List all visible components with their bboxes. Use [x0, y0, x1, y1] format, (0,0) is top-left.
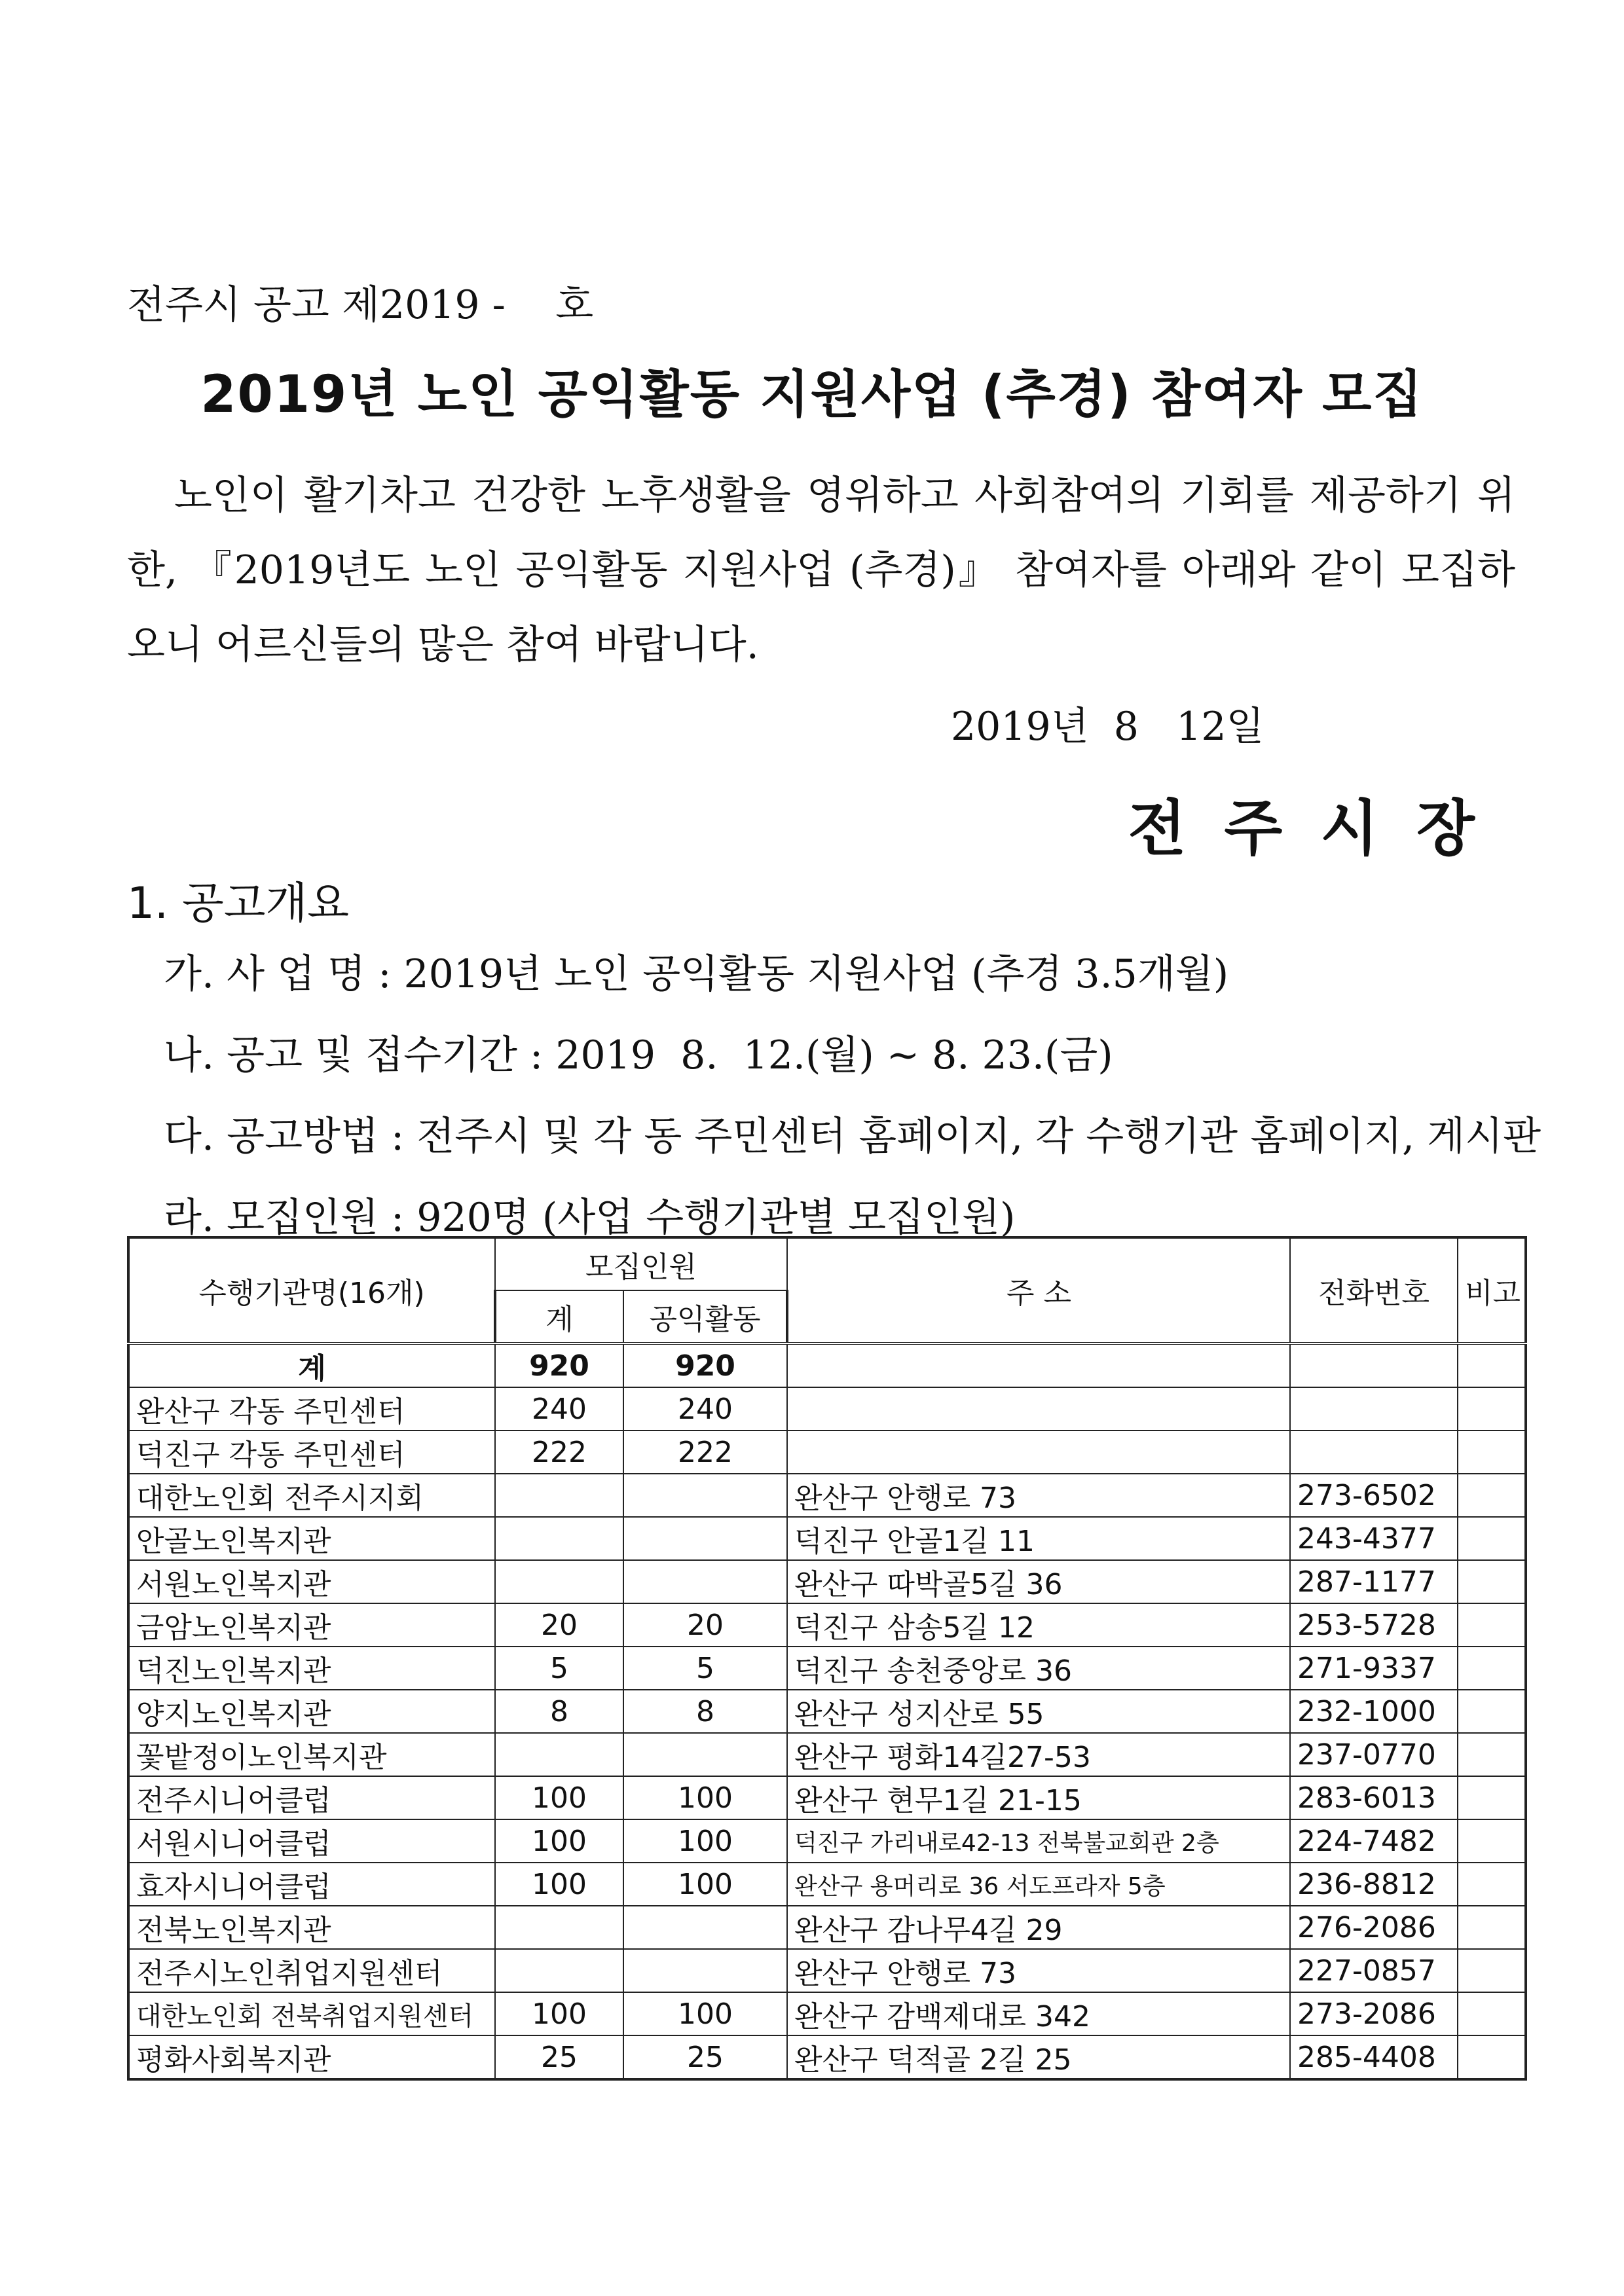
cell-address: 완산구 평화14길27-53 — [787, 1733, 1290, 1776]
cell-phone: 271-9337 — [1290, 1647, 1458, 1690]
cell-org: 안골노인복지관 — [128, 1517, 495, 1560]
cell-phone: 253-5728 — [1290, 1603, 1458, 1647]
header-address: 주 소 — [787, 1237, 1290, 1343]
cell-address: 완산구 감백제대로 342 — [787, 1992, 1290, 2035]
cell-address — [787, 1343, 1290, 1387]
cell-phone: 232-1000 — [1290, 1690, 1458, 1733]
cell-org: 양지노인복지관 — [128, 1690, 495, 1733]
header-public: 공익활동 — [623, 1290, 787, 1343]
cell-org: 전주시니어클럽 — [128, 1776, 495, 1819]
overview-item-project: 가. 사 업 명 : 2019년 노인 공익활동 지원사업 (추경 3.5개월) — [164, 951, 1229, 997]
cell-public: 240 — [623, 1387, 787, 1430]
cell-phone: 243-4377 — [1290, 1517, 1458, 1560]
cell-note — [1458, 1819, 1526, 1863]
cell-org: 덕진노인복지관 — [128, 1647, 495, 1690]
cell-address: 덕진구 안골1길 11 — [787, 1517, 1290, 1560]
cell-address: 덕진구 가리내로42-13 전북불교회관 2층 — [787, 1819, 1290, 1863]
table-row-total — [128, 1343, 1526, 1387]
notice-number: 전주시 공고 제2019 - 호 — [127, 282, 594, 328]
cell-public: 222 — [623, 1430, 787, 1474]
cell-public: 100 — [623, 1819, 787, 1863]
notice-date: 2019년 8 12일 — [951, 704, 1264, 750]
table-row — [128, 1776, 1526, 1819]
cell-phone: 224-7482 — [1290, 1819, 1458, 1863]
page-title: 2019년 노인 공익활동 지원사업 (추경) 참여자 모집 — [200, 365, 1424, 424]
cell-phone: 227-0857 — [1290, 1949, 1458, 1992]
cell-note — [1458, 1776, 1526, 1819]
cell-note — [1458, 1474, 1526, 1517]
cell-address — [787, 1430, 1290, 1474]
header-recruit: 모집인원 — [495, 1237, 787, 1290]
cell-phone — [1290, 1343, 1458, 1387]
cell-total: 20 — [495, 1603, 623, 1647]
cell-note — [1458, 1906, 1526, 1949]
cell-org: 덕진구 각동 주민센터 — [128, 1430, 495, 1474]
cell-note — [1458, 1603, 1526, 1647]
table-row — [128, 1863, 1526, 1906]
cell-total — [495, 1560, 623, 1603]
cell-phone: 283-6013 — [1290, 1776, 1458, 1819]
cell-note — [1458, 1560, 1526, 1603]
cell-total — [495, 1474, 623, 1517]
cell-public: 100 — [623, 1992, 787, 2035]
table-row — [128, 1819, 1526, 1863]
cell-public — [623, 1474, 787, 1517]
cell-org: 서원노인복지관 — [128, 1560, 495, 1603]
cell-address — [787, 1387, 1290, 1430]
cell-total: 5 — [495, 1647, 623, 1690]
issuer-name: 전주시장 — [1128, 793, 1513, 864]
table-row — [128, 2035, 1526, 2079]
cell-total: 100 — [495, 1992, 623, 2035]
cell-address: 완산구 성지산로 55 — [787, 1690, 1290, 1733]
cell-total: 240 — [495, 1387, 623, 1430]
cell-phone — [1290, 1430, 1458, 1474]
cell-total: 8 — [495, 1690, 623, 1733]
cell-public: 920 — [623, 1343, 787, 1387]
overview-item-method: 다. 공고방법 : 전주시 및 각 동 주민센터 홈페이지, 각 수행기관 홈페이지, 게시판 — [164, 1114, 1541, 1159]
table-row — [128, 1517, 1526, 1560]
cell-total — [495, 1906, 623, 1949]
table-row — [128, 1387, 1526, 1430]
cell-total: 100 — [495, 1776, 623, 1819]
cell-total: 920 — [495, 1343, 623, 1387]
cell-address: 완산구 용머리로 36 서도프라자 5층 — [787, 1863, 1290, 1906]
header-org: 수행기관명(16개) — [128, 1237, 495, 1343]
cell-phone: 236-8812 — [1290, 1863, 1458, 1906]
cell-org: 꽃밭정이노인복지관 — [128, 1733, 495, 1776]
cell-org: 완산구 각동 주민센터 — [128, 1387, 495, 1430]
cell-address: 완산구 현무1길 21-15 — [787, 1776, 1290, 1819]
cell-note — [1458, 1992, 1526, 2035]
cell-org: 금암노인복지관 — [128, 1603, 495, 1647]
cell-org: 평화사회복지관 — [128, 2035, 495, 2079]
cell-note — [1458, 1863, 1526, 1906]
overview-item-recruits: 라. 모집인원 : 920명 (사업 수행기관별 모집인원) — [164, 1195, 1016, 1241]
cell-public — [623, 1733, 787, 1776]
cell-public: 25 — [623, 2035, 787, 2079]
cell-org: 전북노인복지관 — [128, 1906, 495, 1949]
cell-public: 100 — [623, 1863, 787, 1906]
cell-phone: 285-4408 — [1290, 2035, 1458, 2079]
cell-note — [1458, 1517, 1526, 1560]
cell-address: 덕진구 삼송5길 12 — [787, 1603, 1290, 1647]
cell-public — [623, 1949, 787, 1992]
cell-address: 완산구 따박골5길 36 — [787, 1560, 1290, 1603]
cell-note — [1458, 2035, 1526, 2079]
cell-org: 서원시니어클럽 — [128, 1819, 495, 1863]
table-row — [128, 1603, 1526, 1647]
cell-note — [1458, 1733, 1526, 1776]
cell-public: 8 — [623, 1690, 787, 1733]
cell-note — [1458, 1387, 1526, 1430]
cell-total: 100 — [495, 1819, 623, 1863]
cell-address: 덕진구 송천중앙로 36 — [787, 1647, 1290, 1690]
cell-address: 완산구 안행로 73 — [787, 1949, 1290, 1992]
table-row — [128, 1690, 1526, 1733]
cell-public: 100 — [623, 1776, 787, 1819]
cell-phone — [1290, 1387, 1458, 1430]
cell-public — [623, 1560, 787, 1603]
cell-note — [1458, 1690, 1526, 1733]
header-phone: 전화번호 — [1290, 1237, 1458, 1343]
table-row — [128, 1992, 1526, 2035]
cell-note — [1458, 1343, 1526, 1387]
cell-note — [1458, 1647, 1526, 1690]
cell-org: 대한노인회 전북취업지원센터 — [128, 1992, 495, 2035]
table-row — [128, 1647, 1526, 1690]
table-row — [128, 1560, 1526, 1603]
cell-total: 100 — [495, 1863, 623, 1906]
cell-org: 계 — [128, 1343, 495, 1387]
overview-list — [164, 943, 1541, 1267]
cell-public: 5 — [623, 1647, 787, 1690]
cell-phone: 276-2086 — [1290, 1906, 1458, 1949]
table-row — [128, 1906, 1526, 1949]
overview-item-period: 나. 공고 및 접수기간 : 2019 8. 12.(월) ~ 8. 23.(금) — [164, 1032, 1113, 1078]
cell-total: 222 — [495, 1430, 623, 1474]
cell-total — [495, 1733, 623, 1776]
cell-public — [623, 1517, 787, 1560]
cell-address: 완산구 덕적골 2길 25 — [787, 2035, 1290, 2079]
cell-total — [495, 1949, 623, 1992]
cell-total — [495, 1517, 623, 1560]
cell-public — [623, 1906, 787, 1949]
cell-org: 대한노인회 전주시지회 — [128, 1474, 495, 1517]
cell-note — [1458, 1430, 1526, 1474]
cell-public: 20 — [623, 1603, 787, 1647]
section-title: 1. 공고개요 — [127, 878, 349, 928]
agency-table — [127, 1236, 1527, 2081]
table-row — [128, 1733, 1526, 1776]
header-total: 계 — [495, 1290, 623, 1343]
table-row — [128, 1949, 1526, 1992]
table-row — [128, 1430, 1526, 1474]
cell-phone: 273-6502 — [1290, 1474, 1458, 1517]
cell-phone: 287-1177 — [1290, 1560, 1458, 1603]
header-note: 비고 — [1458, 1237, 1526, 1343]
cell-phone: 237-0770 — [1290, 1733, 1458, 1776]
table-row — [128, 1474, 1526, 1517]
cell-total: 25 — [495, 2035, 623, 2079]
cell-address: 완산구 감나무4길 29 — [787, 1906, 1290, 1949]
cell-org: 효자시니어클럽 — [128, 1863, 495, 1906]
cell-note — [1458, 1949, 1526, 1992]
cell-phone: 273-2086 — [1290, 1992, 1458, 2035]
notice-body: 노인이 활기차고 건강한 노후생활을 영위하고 사회참여의 기회를 제공하기 위한, 『2019년도 노인 공익활동 지원사업 (추경)』 참여자를 아래와 같이 모집하오니 어르신들의 많은 참여 바랍니다. — [127, 473, 1515, 668]
cell-org: 전주시노인취업지원센터 — [128, 1949, 495, 1992]
cell-address: 완산구 안행로 73 — [787, 1474, 1290, 1517]
